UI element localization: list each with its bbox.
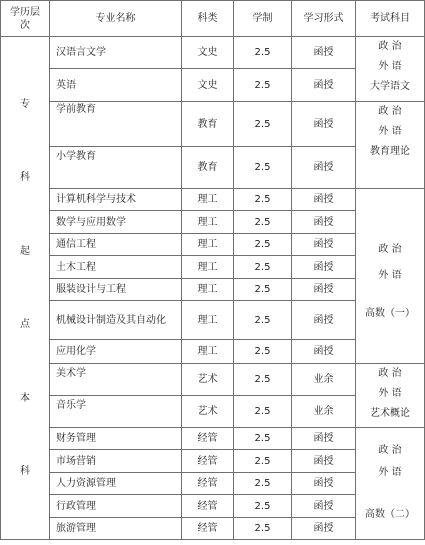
duration-cell: 2.5 [234,518,292,540]
major-name: 机械设计制造及其自动化 [50,301,182,340]
duration-cell: 2.5 [234,364,292,396]
mode-cell: 函授 [292,518,356,540]
duration-cell: 2.5 [234,234,292,256]
category-cell: 经管 [182,518,234,540]
mode-cell: 函授 [292,256,356,279]
category-cell: 经管 [182,495,234,518]
duration-cell: 2.5 [234,211,292,234]
duration-cell: 2.5 [234,37,292,69]
mode-cell: 函授 [292,102,356,147]
category-cell: 理工 [182,256,234,279]
major-name: 汉语言文学 [50,37,182,69]
major-name: 数学与应用数学 [50,211,182,234]
mode-cell: 业余 [292,396,356,428]
duration-cell: 2.5 [234,495,292,518]
major-name: 土木工程 [50,256,182,279]
major-name: 旅游管理 [50,518,182,540]
duration-cell: 2.5 [234,301,292,340]
major-name: 计算机科学与技术 [50,189,182,211]
category-cell: 理工 [182,340,234,364]
mode-cell: 函授 [292,495,356,518]
header-duration: 学制 [234,1,292,37]
category-cell: 教育 [182,147,234,189]
exam-subjects-group-1: 政 治 外 语 大学语文 [356,37,425,102]
duration-cell: 2.5 [234,428,292,450]
exam-subjects-group-4: 政 治 外 语 艺术概论 [356,364,425,428]
mode-cell: 函授 [292,234,356,256]
major-name: 美术学 [50,364,182,396]
table-row [1,37,425,69]
category-cell: 理工 [182,234,234,256]
duration-cell: 2.5 [234,396,292,428]
major-name: 英语 [50,69,182,102]
duration-cell: 2.5 [234,279,292,301]
major-name: 学前教育 [50,102,182,147]
major-name: 服装设计与工程 [50,279,182,301]
category-cell: 文史 [182,37,234,69]
table-row [1,364,425,396]
major-name: 小学教育 [50,147,182,189]
exam-subjects-group-3: 政 治 外 语 高数（一） [356,189,425,364]
major-name: 市场营销 [50,450,182,473]
mode-cell: 函授 [292,473,356,495]
mode-cell: 函授 [292,211,356,234]
major-name: 财务管理 [50,428,182,450]
header-category: 科类 [182,1,234,37]
major-name: 应用化学 [50,340,182,364]
category-cell: 理工 [182,279,234,301]
category-cell: 理工 [182,189,234,211]
duration-cell: 2.5 [234,102,292,147]
category-cell: 经管 [182,473,234,495]
duration-cell: 2.5 [234,69,292,102]
category-cell: 文史 [182,69,234,102]
duration-cell: 2.5 [234,189,292,211]
exam-subjects-group-5: 政 治 外 语 高数（二） [356,428,425,540]
mode-cell: 函授 [292,428,356,450]
mode-cell: 函授 [292,301,356,340]
exam-subjects-group-2: 政 治 外 语 教育理论 [356,102,425,189]
major-name: 行政管理 [50,495,182,518]
category-cell: 艺术 [182,396,234,428]
table-row [1,428,425,450]
table-row [1,189,425,211]
mode-cell: 函授 [292,37,356,69]
header-exam: 考试科目 [356,1,425,37]
mode-cell: 函授 [292,450,356,473]
category-cell: 理工 [182,211,234,234]
level-cell [1,37,50,540]
category-cell: 教育 [182,102,234,147]
header-major: 专业名称 [50,1,182,37]
category-cell: 理工 [182,301,234,340]
mode-cell: 业余 [292,364,356,396]
mode-cell: 函授 [292,69,356,102]
major-name: 人力资源管理 [50,473,182,495]
mode-cell: 函授 [292,189,356,211]
duration-cell: 2.5 [234,340,292,364]
category-cell: 经管 [182,428,234,450]
category-cell: 经管 [182,450,234,473]
table-row [1,102,425,147]
major-name: 音乐学 [50,396,182,428]
level-vertical-text: 专 科 起 点 本 科 [20,99,30,477]
header-level: 学历层 次 [1,1,50,37]
header-row [1,1,425,37]
major-name: 通信工程 [50,234,182,256]
mode-cell: 函授 [292,340,356,364]
category-cell: 艺术 [182,364,234,396]
duration-cell: 2.5 [234,450,292,473]
duration-cell: 2.5 [234,147,292,189]
mode-cell: 函授 [292,147,356,189]
duration-cell: 2.5 [234,256,292,279]
mode-cell: 函授 [292,279,356,301]
header-mode: 学习形式 [292,1,356,37]
duration-cell: 2.5 [234,473,292,495]
